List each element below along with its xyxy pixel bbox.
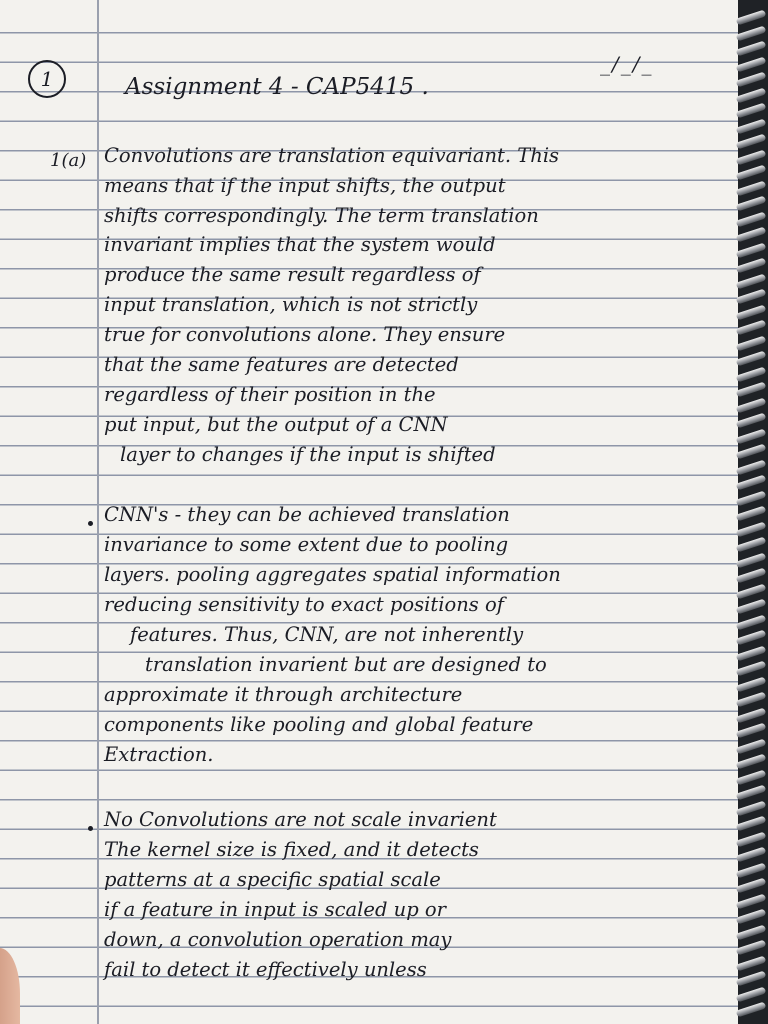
thumb	[0, 948, 20, 1024]
text-line: that the same features are detected	[104, 353, 459, 376]
spiral-ring	[736, 72, 767, 88]
spiral-ring	[736, 289, 767, 305]
spiral-ring	[736, 878, 767, 894]
spiral-ring	[736, 196, 767, 212]
spiral-ring	[736, 785, 767, 801]
spiral-ring	[736, 211, 767, 227]
spiral-ring	[736, 893, 767, 909]
spiral-ring	[736, 847, 767, 863]
margin-line	[97, 0, 99, 1024]
text-line: put input, but the output of a CNN	[104, 413, 448, 436]
spiral-ring	[736, 382, 767, 398]
spiral-ring	[736, 769, 767, 785]
text-line: regardless of their position in the	[104, 383, 436, 406]
spiral-ring	[736, 971, 767, 987]
spiral-ring	[736, 986, 767, 1002]
spiral-ring	[736, 831, 767, 847]
spiral-ring	[736, 955, 767, 971]
text-line: produce the same result regardless of	[104, 263, 481, 286]
text-line: patterns at a specific spatial scale	[104, 868, 441, 891]
spiral-ring	[736, 754, 767, 770]
text-line: approximate it through architecture	[104, 683, 463, 706]
spiral-ring	[736, 862, 767, 878]
spiral-ring	[736, 258, 767, 274]
text-line: translation invarient but are designed to	[145, 653, 547, 676]
spiral-ring	[736, 537, 767, 553]
date-field: _/_/_	[600, 52, 654, 76]
spiral-ring	[736, 165, 767, 181]
spiral-ring	[736, 320, 767, 336]
spiral-ring	[736, 41, 767, 57]
spiral-ring	[736, 118, 767, 134]
spiral-ring	[736, 506, 767, 522]
spiral-ring	[736, 227, 767, 243]
spiral-ring	[736, 723, 767, 739]
spiral-ring	[736, 816, 767, 832]
text-line: The kernel size is fixed, and it detects	[104, 838, 479, 861]
spiral-ring	[736, 583, 767, 599]
spiral-ring	[736, 304, 767, 320]
spiral-ring	[736, 25, 767, 41]
question-number-circle	[28, 60, 66, 98]
spiral-ring	[736, 10, 767, 26]
text-line: components like pooling and global feature	[104, 713, 534, 736]
text-line: if a feature in input is scaled up or	[104, 898, 446, 921]
spiral-ring	[736, 87, 767, 103]
question-label: 1(a)	[50, 150, 87, 171]
spiral-ring	[736, 1002, 767, 1018]
spiral-ring	[736, 273, 767, 289]
text-line: reducing sensitivity to exact positions of	[104, 593, 504, 616]
text-line: No Convolutions are not scale invarient	[104, 808, 497, 831]
text-line: input translation, which is not strictly	[104, 293, 478, 316]
spiral-ring	[736, 335, 767, 351]
text-line: fail to detect it effectively unless	[104, 958, 427, 981]
bullet-point	[88, 826, 93, 831]
spiral-ring	[736, 180, 767, 196]
text-line: layers. pooling aggregates spatial information	[104, 563, 561, 586]
text-line: features. Thus, CNN, are not inherently	[130, 623, 524, 646]
text-line: shifts correspondingly. The term translation	[104, 204, 539, 227]
spiral-ring	[736, 475, 767, 491]
spiral-ring	[736, 707, 767, 723]
spiral-ring	[736, 661, 767, 677]
spiral-ring	[736, 351, 767, 367]
spiral-ring	[736, 521, 767, 537]
spiral-ring	[736, 397, 767, 413]
spiral-ring	[736, 149, 767, 165]
spiral-ring	[736, 645, 767, 661]
text-line: means that if the input shifts, the output	[104, 174, 506, 197]
spiral-ring	[736, 692, 767, 708]
text-line: true for convolutions alone. They ensure	[104, 323, 506, 346]
text-line: CNN's - they can be achieved translation	[104, 503, 510, 526]
spiral-ring	[736, 134, 767, 150]
bullet-point	[88, 521, 93, 526]
spiral-ring	[736, 552, 767, 568]
spiral-ring	[736, 428, 767, 444]
spiral-ring	[736, 614, 767, 630]
spiral-ring	[736, 459, 767, 475]
spiral-binding	[738, 0, 768, 1024]
text-line: invariance to some extent due to pooling	[104, 533, 509, 556]
spiral-ring	[736, 242, 767, 258]
spiral-ring	[736, 599, 767, 615]
spiral-ring	[736, 366, 767, 382]
spiral-ring	[736, 738, 767, 754]
spiral-ring	[736, 413, 767, 429]
spiral-ring	[736, 676, 767, 692]
spiral-ring	[736, 56, 767, 72]
text-line: Convolutions are translation equivariant. This	[104, 144, 560, 167]
question-number: 1	[40, 67, 54, 91]
text-line: down, a convolution operation may	[104, 928, 452, 951]
spiral-ring	[736, 630, 767, 646]
spiral-ring	[736, 490, 767, 506]
text-line: Extraction.	[104, 743, 214, 766]
spiral-ring	[736, 444, 767, 460]
text-line: invariant implies that the system would	[104, 233, 496, 256]
spiral-ring	[736, 940, 767, 956]
assignment-title: Assignment 4 - CAP5415 .	[125, 74, 429, 100]
text-line: layer to changes if the input is shifted	[120, 443, 496, 466]
spiral-ring	[736, 800, 767, 816]
spiral-ring	[736, 568, 767, 584]
spiral-ring	[736, 909, 767, 925]
spiral-ring	[736, 103, 767, 119]
spiral-ring	[736, 924, 767, 940]
